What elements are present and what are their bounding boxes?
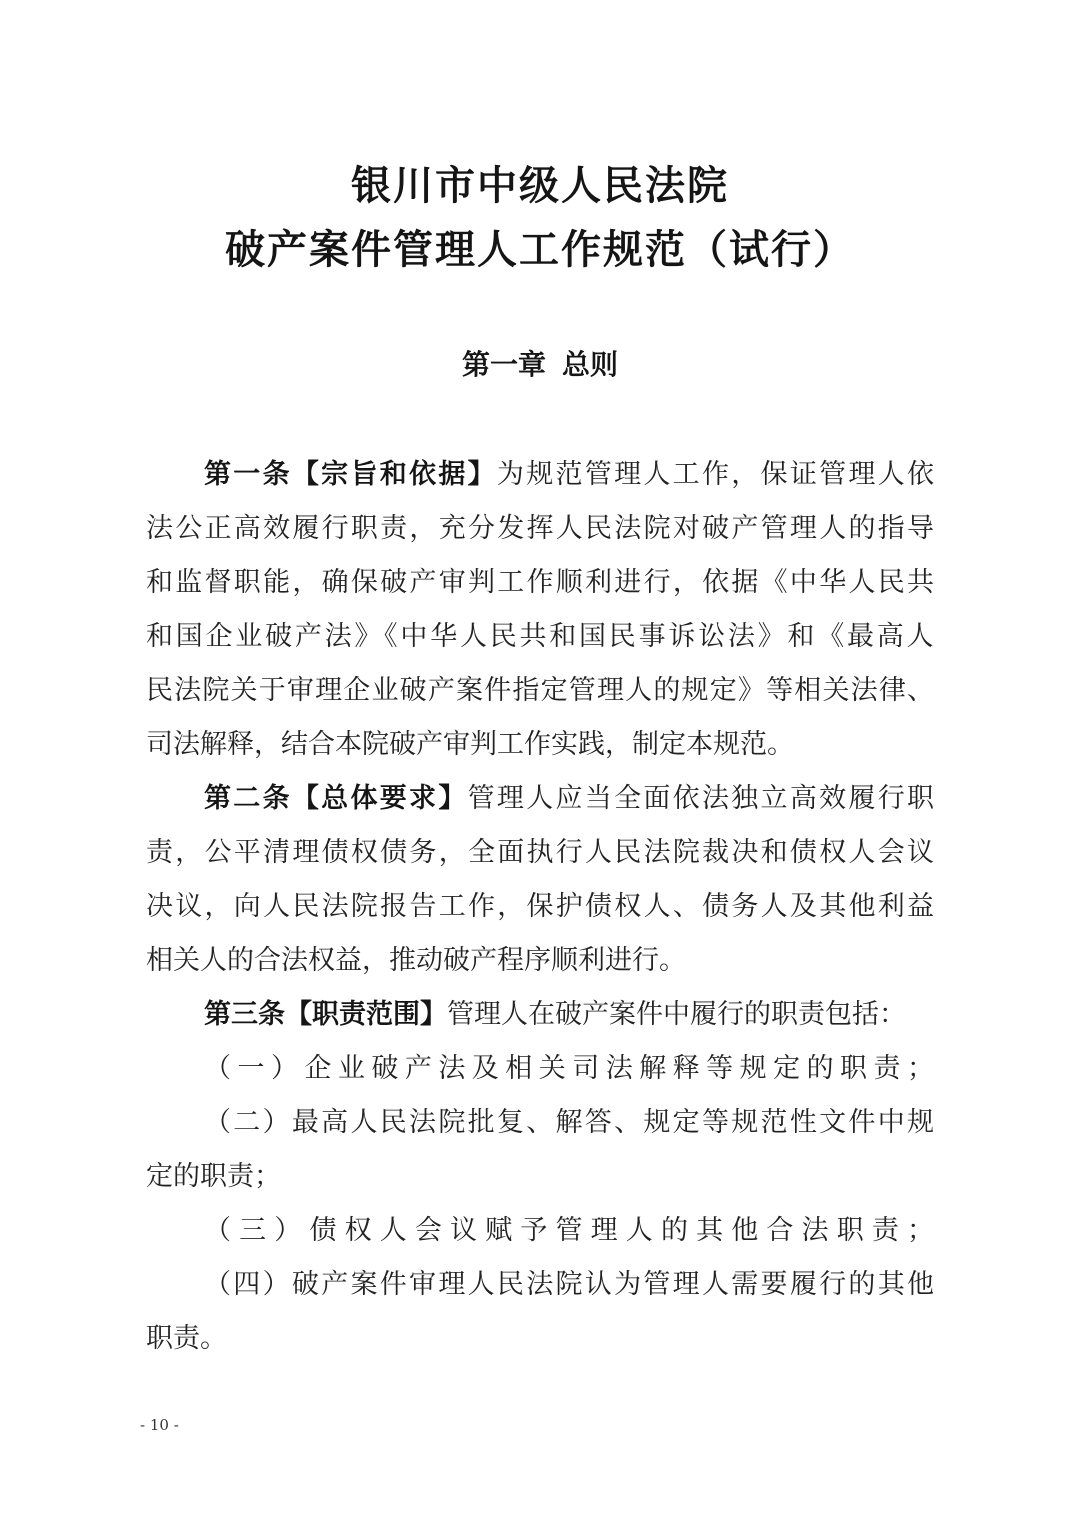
- article-1-heading: 【宗旨和依据】: [291, 459, 497, 490]
- article-1-number: 第一条: [204, 459, 292, 490]
- list-item-1: （一）企业破产法及相关司法解释等规定的职责；: [204, 1053, 941, 1084]
- list-item-3: （三）债权人会议赋予管理人的其他合法职责；: [204, 1215, 943, 1246]
- article-1-line: 法公正高效履行职责，充分发挥人民法院对破产管理人的指导: [146, 513, 937, 544]
- document-title-line-1: 银川市中级人民法院: [351, 163, 729, 209]
- article-3-first-line: [204, 995, 906, 1035]
- article-2-first-line: [204, 779, 936, 819]
- article-1-line: 和监督职能，确保破产审判工作顺利进行，依据《中华人民共: [146, 567, 937, 598]
- article-1-first-line: [204, 455, 936, 495]
- article-3-text: 管理人在破产案件中履行的职责包括：: [447, 999, 906, 1030]
- list-item-2: （二）最高人民法院批复、解答、规定等规范性文件中规: [204, 1107, 937, 1138]
- article-2-line: 相关人的合法权益，推动破产程序顺利进行。: [146, 945, 686, 976]
- document-title-line-2: 破产案件管理人工作规范（试行）: [225, 227, 855, 273]
- article-1-line: 司法解释，结合本院破产审判工作实践，制定本规范。: [146, 729, 794, 760]
- chapter-heading: [0, 345, 1080, 385]
- article-2-line: 决议，向人民法院报告工作，保护债权人、债务人及其他利益: [146, 891, 937, 922]
- article-1-text: 为规范管理人工作，保证管理人依: [496, 459, 937, 490]
- article-2-heading: 【总体要求】: [291, 783, 468, 814]
- chapter-name: 总则: [562, 348, 619, 381]
- chapter-number: 第一章: [461, 348, 546, 381]
- list-item-2-continued: 定的职责；: [146, 1161, 281, 1192]
- article-3-heading: 【职责范围】: [285, 999, 447, 1030]
- article-1-line: 民法院关于审理企业破产案件指定管理人的规定》等相关法律、: [146, 675, 936, 706]
- article-3-number: 第三条: [204, 999, 285, 1030]
- article-2-line: 责，公平清理债权债务，全面执行人民法院裁决和债权人会议: [146, 837, 937, 868]
- article-2-number: 第二条: [204, 783, 292, 814]
- list-item-4-continued: 职责。: [146, 1323, 227, 1354]
- list-item-4: （四）破产案件审理人民法院认为管理人需要履行的其他: [204, 1269, 937, 1300]
- article-1-line: 和国企业破产法》《中华人民共和国民事诉讼法》和《最高人: [146, 621, 937, 652]
- article-2-text: 管理人应当全面依法独立高效履行职: [467, 783, 937, 814]
- page-number: - 10 -: [140, 1416, 179, 1434]
